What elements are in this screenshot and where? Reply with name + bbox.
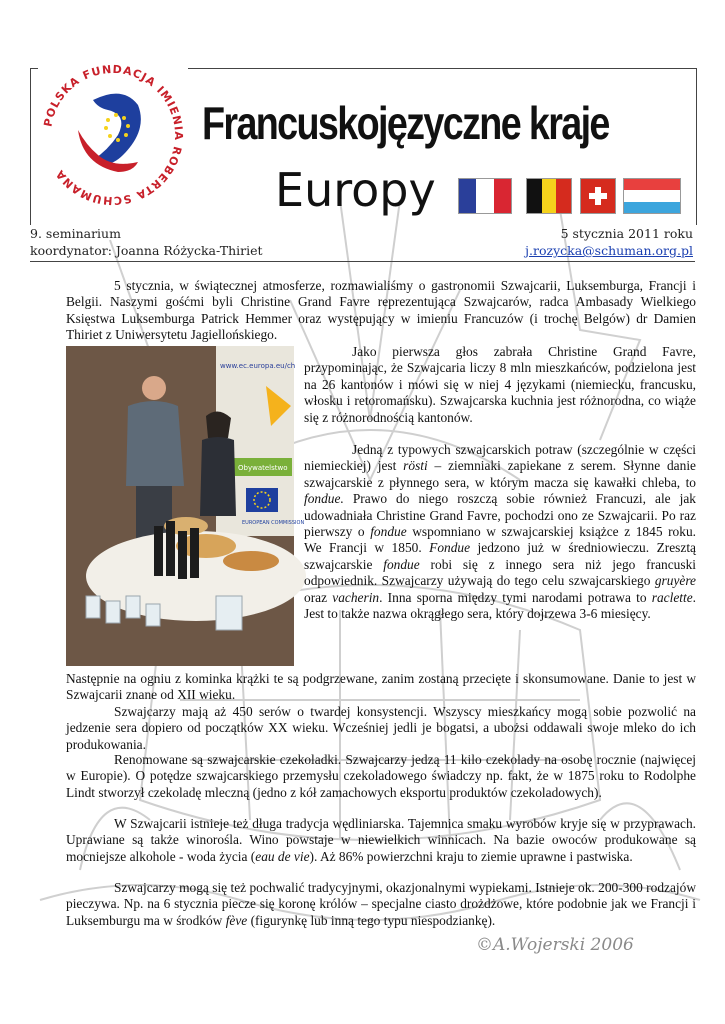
flag-switzerland-icon (580, 178, 616, 214)
flag-france-icon (458, 178, 512, 214)
header-divider (30, 261, 695, 262)
foundation-logo (38, 60, 188, 210)
paragraph-switzerland: Jako pierwsza głos zabrała Christine Grand Favre, przypominając, że Szwajcaria liczy 8 mln mieszkańców, podzielona jest na 26 kantonów i mówi się w niej 4 językami (niemiecku, francusku, włosku i retoromańsku). Szwajcarska kuchnia jest różnorodna, co wiąże się z różnorodnością kantonów. (304, 344, 696, 425)
seminar-number: 9. seminarium (30, 226, 121, 241)
artist-signature: ©A.Wojerski 2006 (476, 935, 634, 955)
paragraph-chocolate: Renomowane są szwajcarskie czekoladki. Szwajcarzy jedzą 11 kilo czekolady na osobę rocznie (najwięcej w Europie). O potędze szwajcarskiego przemysłu czekoladowego świadczy np. fakt, że w 1875 roku to Rodolphe Lindt stworzył czekoladę mleczną (jedno z kół zamachowych eksportu produktów czekoladowych). (66, 752, 696, 800)
event-photo (66, 346, 305, 666)
banner-word: Obywatelstwo (238, 464, 288, 472)
intro-paragraph: 5 stycznia, w świątecznej atmosferze, rozmawialiśmy o gastronomii Szwajcarii, Luksemburga, Francji i Belgii. Naszymi gośćmi byli Christine Grand Favre reprezentująca Szwajcarów, radca Ambasady Wielkiego Księstwa Luksemburga Patrick Hemmer oraz występujący w imieniu Francuzów (i trochę Belgów) dr Damien Thiriet z Uniwersytetu Jagiellońskiego. (66, 278, 696, 343)
logo-ring-text: POLSKA FUNDACJA IMIENIA ROBERTA SCHUMANA (41, 62, 186, 208)
banner-commission: EUROPEAN COMMISSION (242, 520, 305, 526)
paragraph-cheeses: Szwajcarzy mają aż 450 serów o twardej konsystencji. Wszyscy mieszkańcy mogą sobie pozwolić na jedzenie sera dopiero od początków XX wieku. Wcześniej jedli je bogatsi, a ubożsi oddawali swoje mleko do ich produkowania. (66, 704, 696, 752)
paragraph-bakery: Szwajcarzy mogą się też pochwalić tradycyjnymi, okazjonalnymi wypiekami. Istnieje ok. 200-300 rodzajów pieczywa. Np. na 6 stycznia piecze się koronę królów – specjalne ciasto drożdżowe, które podobnie jak we Francji i Luksemburgu ma w środków fève (figurynkę lub inną tego typu niespodziankę). (66, 880, 696, 928)
banner-url: www.ec.europa.eu/ch (220, 362, 296, 370)
title-line-2: Europy (275, 163, 436, 217)
flag-belgium-icon (526, 178, 572, 214)
paragraph-dishes: Jedną z typowych szwajcarskich potraw (szczególnie w części niemieckiej) jest rösti – ziemniaki zapiekane z serem. Słynne danie szwajcarskie z płynnego sera, w którym macza się kawałki chleba, to fondue. Prawo do niego roszczą sobie również Francuzi, ale jak udowadniała Christine Grand Favre, pochodzi ono ze Szwajcarii. Po raz pierwszy o fondue wspomniano w szwajcarskiej książce z 1845 roku. We Francji w 1850. Fondue jedzono już w średniowieczu. Zresztą szwajcarskie fondue robi się z innego sera niż jego francuski odpowiednik. Szwajcarzy używają do tego celu szwajcarskiego gruyère oraz vacherin. Inna sporna między tymi narodami potrawa to raclette. Jest to także nazwa okrągłego sera, który dojrzewa 3-6 miesięcy. (304, 442, 697, 622)
paragraph-meat-wine: W Szwajcarii istnieje też długa tradycja wędliniarska. Tajemnica smaku wyrobów kryje się w przyprawach. Uprawiane są także winorośla. Wino powstaje w niewielkich winnicach. Na bazie owoców produkowane są mocniejsze alkohole - woda życia (eau de vie). Aż 86% powierzchni kraju to ziemie uprawne i pastwiska. (66, 816, 696, 864)
seminar-date: 5 stycznia 2011 roku (560, 226, 693, 241)
flag-luxembourg-icon (623, 178, 681, 214)
paragraph-raclette-end: Następnie na ogniu z kominka krążki te są podgrzewane, zanim zostaną przecięte i skonsumowane. Danie to jest w Szwajcarii znane od XII wieku. (66, 671, 696, 703)
email-link[interactable]: j.rozycka@schuman.org.pl (525, 243, 693, 258)
title-line-1: Francuskojęzyczne kraje (202, 97, 609, 149)
coordinator: koordynator: Joanna Różycka-Thiriet (30, 243, 263, 258)
